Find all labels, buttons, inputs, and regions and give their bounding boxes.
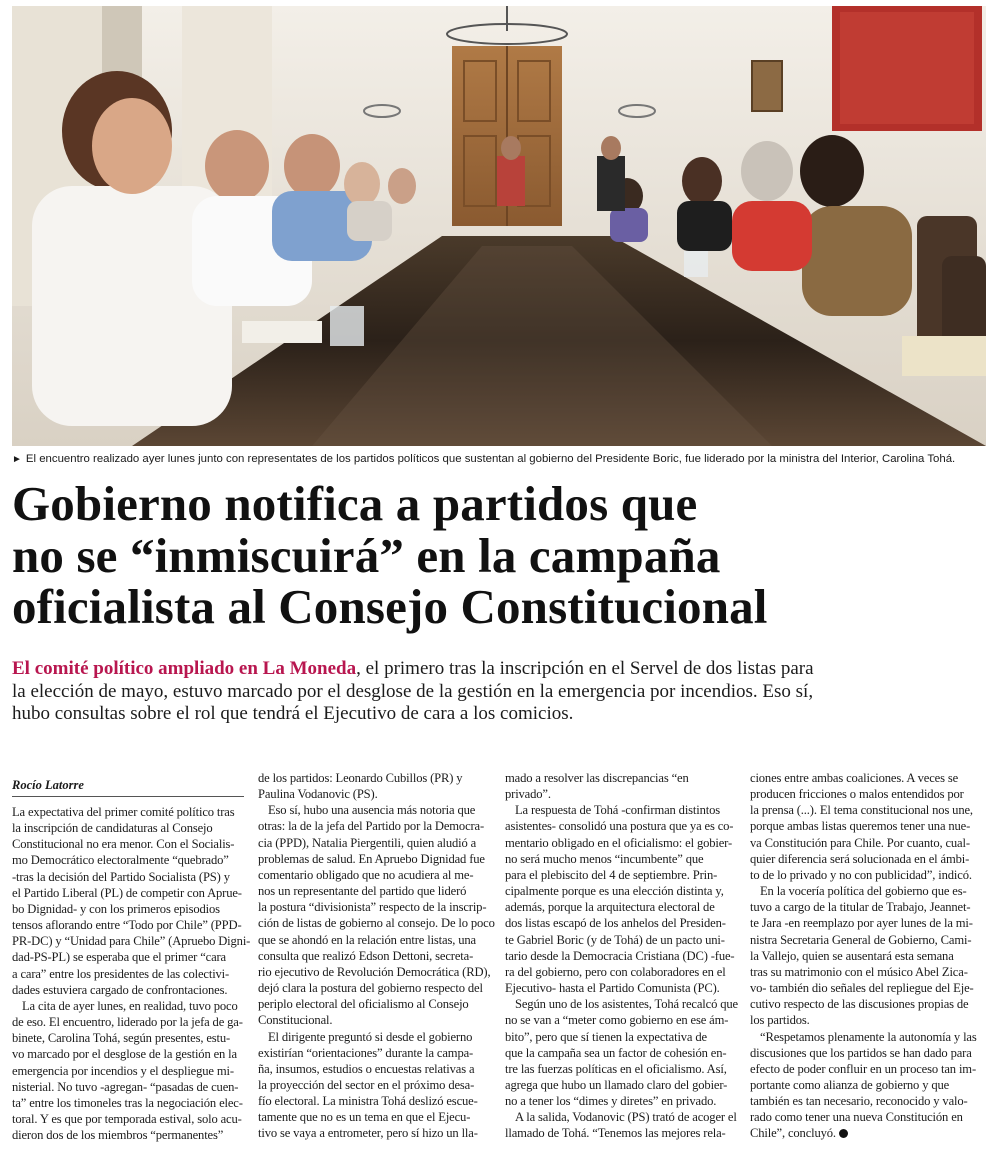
lead-highlight: El comité político ampliado en La Moneda — [12, 658, 357, 679]
body-line: los partidos. — [750, 1013, 810, 1028]
body-line: llamado de Tohá. “Tenemos las mejores rela- — [505, 1126, 726, 1141]
body-line: tensos aflorando entre “Todo por Chile” (PPD- — [12, 918, 242, 933]
body-line: La expectativa del primer comité político tras — [12, 805, 235, 819]
meeting-photo-illustration — [12, 6, 986, 446]
body-line: producen fricciones o malos entendidos por — [750, 787, 964, 802]
end-mark-icon — [839, 1129, 848, 1138]
body-line: vo marcado por el desglose de la gestión en la — [12, 1047, 237, 1062]
body-line: cia (PPD), Natalia Piergentili, quien aludió a — [258, 835, 477, 850]
body-line: discusiones que los partidos se han dado para — [750, 1045, 972, 1060]
body-line: problemas de salud. En Apruebo Dignidad fue — [258, 851, 485, 866]
body-line: bo Dignidad- y con los primeros episodios — [12, 901, 220, 916]
photo-caption — [12, 452, 986, 467]
body-line: tras su matrimonio con el músico Abel Zica- — [750, 964, 968, 979]
body-line: mo Democrático electoralmente “quebrado” — [12, 853, 229, 868]
body-line: otras: la de la jefa del Partido por la Democra- — [258, 819, 485, 834]
lead-line-2: la elección de mayo, estuvo marcado por el desglose de la gestión en la emergencia por incendios. Eso sí, — [12, 680, 814, 702]
body-line: para el plebiscito del 4 de septiembre. Prin- — [505, 867, 718, 882]
body-line: binete, Carolina Tohá, según presentes, estu- — [12, 1031, 231, 1046]
body-line: Paulina Vodanovic (PS). — [258, 787, 378, 802]
body-line: la postura “divisionista” respecto de la inscrip- — [258, 900, 487, 915]
body-line: bito”, pero que sí tienen la expectativa de — [505, 1029, 707, 1044]
body-line: no será mucho menos “incumbente” que — [505, 851, 704, 866]
headline-line-1: Gobierno notifica a partidos que — [12, 476, 698, 531]
body-line: La cita de ayer lunes, en realidad, tuvo poco — [22, 998, 238, 1013]
body-line: agrega que hubo un llamado claro del gobier- — [505, 1077, 728, 1092]
body-line: dejó clara la postura del gobierno respecto del — [258, 981, 483, 996]
body-line: Ejecutivo- hasta el Partido Comunista (PC). — [505, 981, 720, 996]
body-line: ra del gobierno, pero con colaboradores en el — [505, 964, 726, 979]
column-4 — [750, 770, 988, 1142]
caption-text: El encuentro realizado ayer lunes junto con representates de los partidos políticos que sustentan al gobierno del Presidente Boric, fue liderado por la ministra del Interior, Carolina Tohá. — [25, 453, 956, 465]
column-1 — [12, 804, 250, 1143]
lead-paragraph — [12, 658, 987, 726]
body-line: tuvo a cargo de la titular de Trabajo, Jeannet- — [750, 900, 971, 915]
body-line: Según uno de los asistentes, Tohá recalcó que — [515, 997, 738, 1012]
body-line: ta” entre los timoneles tras la negociación elec- — [12, 1095, 243, 1110]
body-line: A la salida, Vodanovic (PS) trató de acoger el — [515, 1110, 737, 1125]
body-line: también es tan necesario, reconocido y valo- — [750, 1094, 968, 1109]
lead-line-1 — [12, 658, 987, 681]
body-line: dades estuviera cargado de confrontaciones. — [12, 982, 228, 997]
body-line: tamente que no es un tema en que el Ejecu- — [258, 1110, 471, 1125]
meeting-photo — [12, 6, 986, 446]
body-line: El dirigente preguntó si desde el gobierno — [268, 1029, 473, 1044]
body-line: PR-DC) y “Unidad para Chile” (Apruebo Digni- — [12, 934, 251, 949]
body-line: cutivo respecto de las discusiones propias de — [750, 997, 969, 1012]
body-line: que la campaña sea un factor de cohesión en- — [505, 1045, 727, 1060]
body-line: to de lo privado y no con publicidad”, indicó. — [750, 867, 972, 882]
body-line: -tras la decisión del Partido Socialista (PS) y — [12, 869, 230, 884]
body-line: nisterial. No tuvo -agregan- “pasadas de cuen- — [12, 1079, 239, 1094]
body-line: La respuesta de Tohá -confirman distintos — [515, 803, 721, 818]
body-line: no se van a “meter como gobierno en ese ám- — [505, 1013, 729, 1028]
body-line: ña, insumos, estudios o encuestas relativas a — [258, 1061, 475, 1076]
body-line: que se ahondó en la relación entre listas, una — [258, 932, 476, 947]
byline: Rocío Latorre — [12, 778, 244, 797]
body-line: Constitucional no era menor. Con el Socialis- — [12, 837, 235, 852]
body-line: rado como tener una nueva Constitución en — [750, 1110, 963, 1125]
body-line: de eso. El encuentro, liderado por la jefa de ga- — [12, 1015, 243, 1030]
caption-marker-icon: ► — [12, 454, 22, 465]
body-line: el Partido Liberal (PL) de competir con Aprue- — [12, 885, 242, 900]
body-line: “Respetamos plenamente la autonomía y las — [760, 1029, 977, 1044]
body-line: tre las fuerzas políticas en el oficialismo. Así, — [505, 1061, 727, 1076]
body-line: asistentes- consolidó una postura que ya es co- — [505, 819, 734, 834]
body-line: va Constitución para Chile. Por cuanto, cual- — [750, 835, 970, 850]
body-line: de los partidos: Leonardo Cubillos (PR) y — [258, 771, 463, 785]
lead-line-3: hubo consultas sobre el rol que tendrá el Ejecutivo de cara a los comicios. — [12, 703, 574, 724]
body-line: vo- también dio señales del repliegue del Eje- — [750, 981, 974, 996]
body-line: mentario obligado en el oficialismo: el gobier- — [505, 835, 733, 850]
body-line: además, porque la arquitectura electoral de — [505, 900, 715, 915]
body-line: mado a resolver las discrepancias “en — [505, 771, 689, 785]
body-line: efecto de poder confluir en un proceso tan im- — [750, 1061, 976, 1076]
body-line: En la vocería política del gobierno que es- — [760, 884, 967, 899]
body-line: te Jara -en reemplazo por ayer lunes de la mi- — [750, 916, 973, 931]
headline-line-2: no se “inmiscuirá” en la campaña — [12, 527, 721, 583]
headline — [12, 478, 987, 633]
body-line: dos listas escapó de los anhelos del Presiden- — [505, 916, 726, 931]
body-line: dieron dos de los miembros “permanentes” — [12, 1128, 224, 1143]
column-2 — [258, 770, 496, 1142]
body-line: Constitucional. — [258, 1013, 333, 1028]
body-line: ciones entre ambas coaliciones. A veces se — [750, 771, 959, 785]
body-line: toral. Y es que por temporada estival, solo acu- — [12, 1111, 242, 1126]
body-line: nistra Secretaria General de Gobierno, Cami- — [750, 932, 972, 947]
body-line: periplo electoral del oficialismo al Consejo — [258, 997, 469, 1012]
body-line: emergencia por incendios y el despliegue mi- — [12, 1063, 234, 1078]
body-line: existirían “orientaciones” durante la campa- — [258, 1045, 474, 1060]
body-line: Chile”, concluyó. — [750, 1125, 988, 1141]
body-line: comentario obligado que no acudiera al me- — [258, 867, 474, 882]
body-line: dad-PS-PL) se esperaba que el primer “cara — [12, 950, 226, 965]
body-line: Eso sí, hubo una ausencia más notoria que — [268, 803, 476, 818]
body-line: la inscripción de candidaturas al Consejo — [12, 821, 213, 836]
body-line: quier diferencia será solucionada en el ámbi- — [750, 851, 970, 866]
body-line: la Vallejo, quien se ausentará esta semana — [750, 948, 954, 963]
body-line: privado”. — [505, 787, 551, 802]
body-line: porque ambas listas queremos tener una nue- — [750, 819, 971, 834]
body-line: a cara” entre los presidentes de las colectivi- — [12, 966, 230, 981]
body-line: tario desde la Democracia Cristiana (DC) -fue- — [505, 948, 735, 963]
body-line: tivo se vaya a entrometer, pero sí hizo un lla- — [258, 1126, 478, 1141]
headline-line-3: oficialista al Consejo Constitucional — [12, 579, 768, 634]
body-line: ción de listas de gobierno al consejo. De lo poco — [258, 916, 495, 931]
body-line: rio ejecutivo de Revolución Democrática (RD), — [258, 964, 491, 979]
body-line: te Gabriel Boric (y de Tohá) de un pacto uni- — [505, 932, 725, 947]
body-line: nos un representante del partido que lideró — [258, 884, 467, 899]
body-line: la prensa (...). El tema constitucional nos une, — [750, 803, 973, 818]
body-line: fío electoral. La ministra Tohá deslizó escue- — [258, 1094, 478, 1109]
body-line: no a tener los “dimes y diretes” en privado. — [505, 1094, 717, 1109]
body-line: consulta que realizó Edson Dettoni, secreta- — [258, 948, 474, 963]
lead-line-1-rest: , el primero tras la inscripción en el Servel de dos listas para — [356, 658, 814, 679]
body-line: cipalmente porque es una elección distinta y, — [505, 884, 724, 899]
body-line: la proyección del sector en el próximo desa- — [258, 1077, 475, 1092]
body-line: portante como alianza de gobierno y que — [750, 1077, 950, 1092]
column-3 — [505, 770, 743, 1142]
